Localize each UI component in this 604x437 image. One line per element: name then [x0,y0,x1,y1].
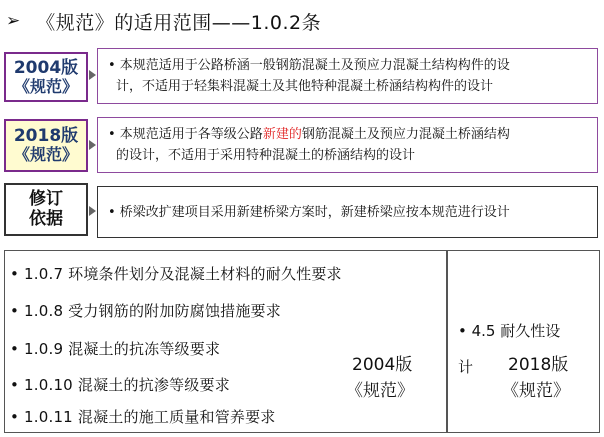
version-2004-name: 《规范》 [13,76,78,96]
revision-basis-desc-text: • 桥梁改扩建项目采用新建桥梁方案时，新建桥梁应按本规范进行设计 [108,204,510,220]
panel-2018-tag-name: 《规范》 [502,381,570,401]
bullet-arrow-icon: ➢ [6,11,21,31]
version-2004-label [4,52,88,102]
panel-divider [446,250,448,433]
desc-text: 钢筋混凝土及预应力混凝土桥涵结构 [301,127,510,142]
revision-basis-label [4,183,88,236]
version-2004-desc-line1: • 本规范适用于公路桥涵一般钢筋混凝土及预应力混凝土结构构件的设 [108,58,510,73]
panel-2004-tag-year: 2004版 [352,355,413,375]
clause-item: • 1.0.7 环境条件划分及混凝土材料的耐久性要求 [10,265,342,283]
version-2004-desc-line2: 计，不适用于轻集料混凝土及其他特种混凝土桥涵结构构件的设计 [116,79,494,94]
version-2018-label [4,119,88,172]
version-2018-name: 《规范》 [13,145,78,165]
panel-2018-tag-year: 2018版 [508,355,569,375]
revision-basis-description [97,186,598,238]
version-2018-year: 2018版 [13,126,79,147]
connector-arrow-icon [89,140,96,150]
clause-item: • 1.0.10 混凝土的抗渗等级要求 [10,376,230,394]
title-row [6,6,321,36]
version-2018-description [97,117,598,173]
revision-basis-line2: 依据 [29,208,63,229]
page-title: 《规范》的适用范围——1.0.2条 [36,11,322,34]
connector-arrow-icon [89,206,96,216]
revision-basis-line1: 修订 [29,189,63,210]
version-2004-description [97,48,598,104]
clause-item: • 1.0.9 混凝土的抗冻等级要求 [10,340,221,358]
durability-design-note: • 4.5 耐久性设 [458,322,561,340]
clause-item: • 1.0.11 混凝土的施工质量和管养要求 [10,408,276,426]
desc-text: • 本规范适用于各等级公路 [108,127,263,142]
durability-design-note-cont: 计 [458,358,474,376]
connector-arrow-icon [89,70,96,80]
version-2018-desc-line2: 的设计，不适用于采用特种混凝土的桥涵结构的设计 [116,148,416,163]
panel-2004-tag-name: 《规范》 [346,381,414,401]
clause-item: • 1.0.8 受力钢筋的附加防腐蚀措施要求 [10,302,281,320]
version-2018-desc-line1 [108,124,589,145]
version-2004-year: 2004版 [13,57,79,78]
highlight-new-build: 新建的 [262,127,302,142]
